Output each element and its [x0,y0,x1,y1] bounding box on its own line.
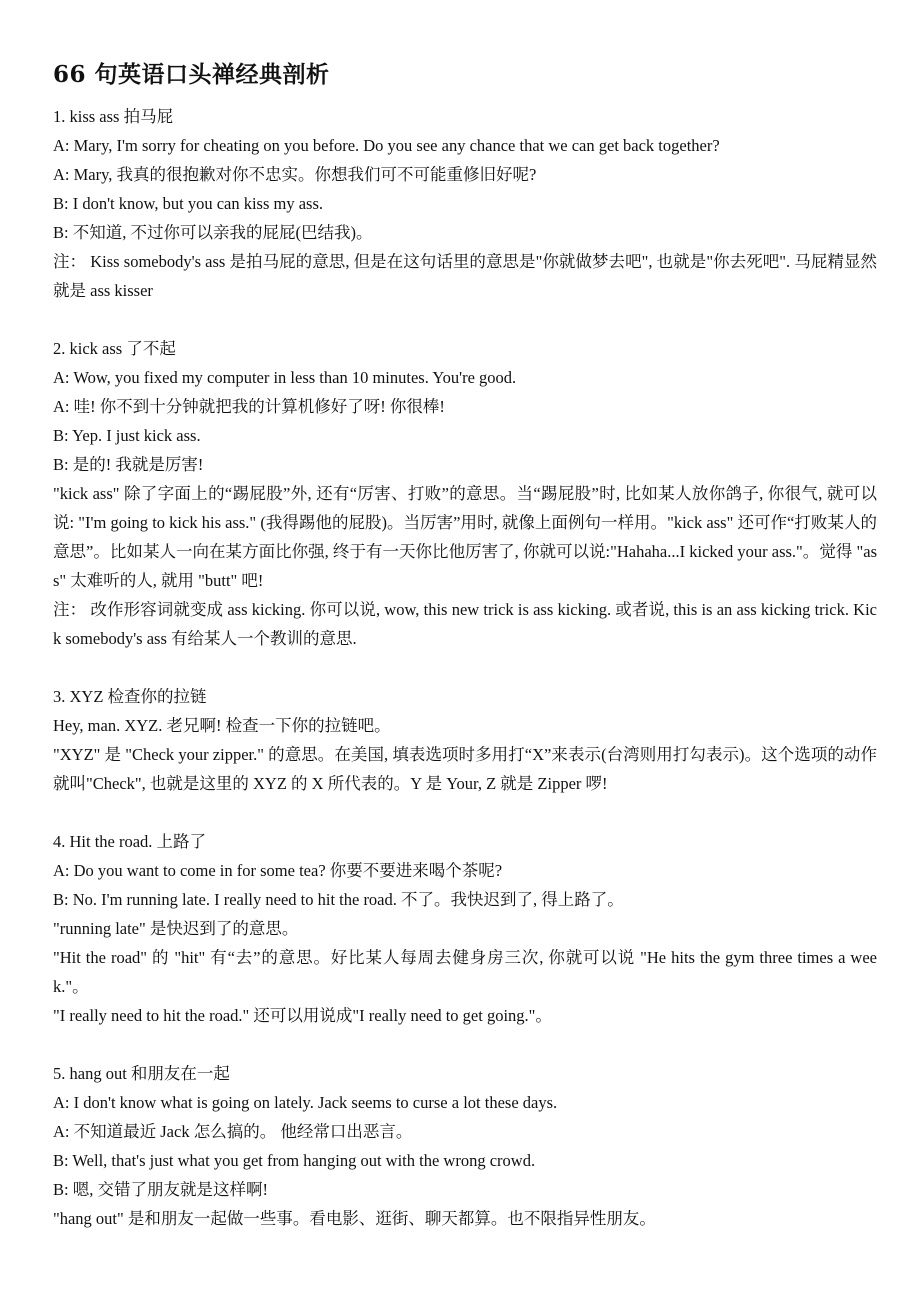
dialogue-line: A: Wow, you fixed my computer in less than 10 minutes. You're good. [53,368,517,387]
dialogue-line: B: No. I'm running late. I really need to hit the road. 不了。我快迟到了, 得上路了。 [53,890,624,909]
explanation-paragraph: "kick ass" 除了字面上的“踢屁股”外, 还有“厉害、打败”的意思。当“踢屁股”时, 比如某人放你鸽子, 你很气, 就可以说: "I'm going to kick his ass." (我得踢他的屁股)。当厉害”用时, 就像上面例句一样用。"kick ass" 还可作“打败某人的意思”。比如某人一向在某方面比你强, 终于有一天你比他厉害了, 你就可以说:"Hahaha...I kicked your ass."。觉得 "ass" 太难听的人, 就用 "butt" 吧! [53,484,877,590]
document-title: 66 句英语口头禅经典剖析 [53,61,330,88]
dialogue-line: Hey, man. XYZ. 老兄啊! 检查一下你的拉链吧。 [53,716,391,735]
note-paragraph: 注： Kiss somebody's ass 是拍马屁的意思, 但是在这句话里的意思是"你就做梦去吧", 也就是"你去死吧". 马屁精显然就是 ass kisser [53,252,877,300]
explanation-paragraph: "Hit the road" 的 "hit" 有“去”的意思。好比某人每周去健身房三次, 你就可以说 "He hits the gym three times a week."。 [53,948,877,996]
explanation-line: "running late" 是快迟到了的意思。 [53,919,299,938]
section-spacer [53,305,877,334]
section-heading: 2. kick ass 了不起 [53,339,176,358]
section-hit-the-road [53,827,877,1030]
dialogue-line: B: 嗯, 交错了朋友就是这样啊! [53,1180,268,1199]
dialogue-line: A: Do you want to come in for some tea? 你要不要进来喝个茶呢? [53,861,503,880]
dialogue-line: B: Well, that's just what you get from hanging out with the wrong crowd. [53,1151,536,1170]
dialogue-line: A: 哇! 你不到十分钟就把我的计算机修好了呀! 你很棒! [53,397,445,416]
explanation-line: "hang out" 是和朋友一起做一些事。看电影、逛街、聊天都算。也不限指异性朋友。 [53,1209,656,1228]
explanation-line: "I really need to hit the road." 还可以用说成"I really need to get going."。 [53,1006,552,1025]
section-spacer [53,653,877,682]
section-kiss-ass [53,102,877,305]
section-spacer [53,1030,877,1059]
dialogue-line: B: 是的! 我就是厉害! [53,455,204,474]
note-paragraph: 注： 改作形容词就变成 ass kicking. 你可以说, wow, this new trick is ass kicking. 或者说, this is an ass kicking trick. Kick somebody's ass 有给某人一个教训的意思. [53,600,877,648]
document-page [53,60,877,1233]
dialogue-line: B: Yep. I just kick ass. [53,426,201,445]
dialogue-line: A: Mary, 我真的很抱歉对你不忠实。你想我们可不可能重修旧好呢? [53,165,537,184]
dialogue-line: B: I don't know, but you can kiss my ass. [53,194,324,213]
dialogue-line: A: Mary, I'm sorry for cheating on you before. Do you see any chance that we can get back together? [53,136,720,155]
section-heading: 4. Hit the road. 上路了 [53,832,207,851]
section-heading: 5. hang out 和朋友在一起 [53,1064,230,1083]
section-xyz [53,682,877,798]
section-hang-out [53,1059,877,1233]
section-heading: 1. kiss ass 拍马屁 [53,107,174,126]
section-spacer [53,798,877,827]
section-kick-ass [53,334,877,653]
dialogue-line: B: 不知道, 不过你可以亲我的屁屁(巴结我)。 [53,223,373,242]
section-heading: 3. XYZ 检查你的拉链 [53,687,207,706]
explanation-paragraph: "XYZ" 是 "Check your zipper." 的意思。在美国, 填表选项时多用打“X”来表示(台湾则用打勾表示)。这个选项的动作就叫"Check", 也就是这里的 XYZ 的 X 所代表的。Y 是 Your, Z 就是 Zipper 啰! [53,745,877,793]
dialogue-line: A: I don't know what is going on lately. Jack seems to curse a lot these days. [53,1093,558,1112]
dialogue-line: A: 不知道最近 Jack 怎么搞的。 他经常口出恶言。 [53,1122,413,1141]
